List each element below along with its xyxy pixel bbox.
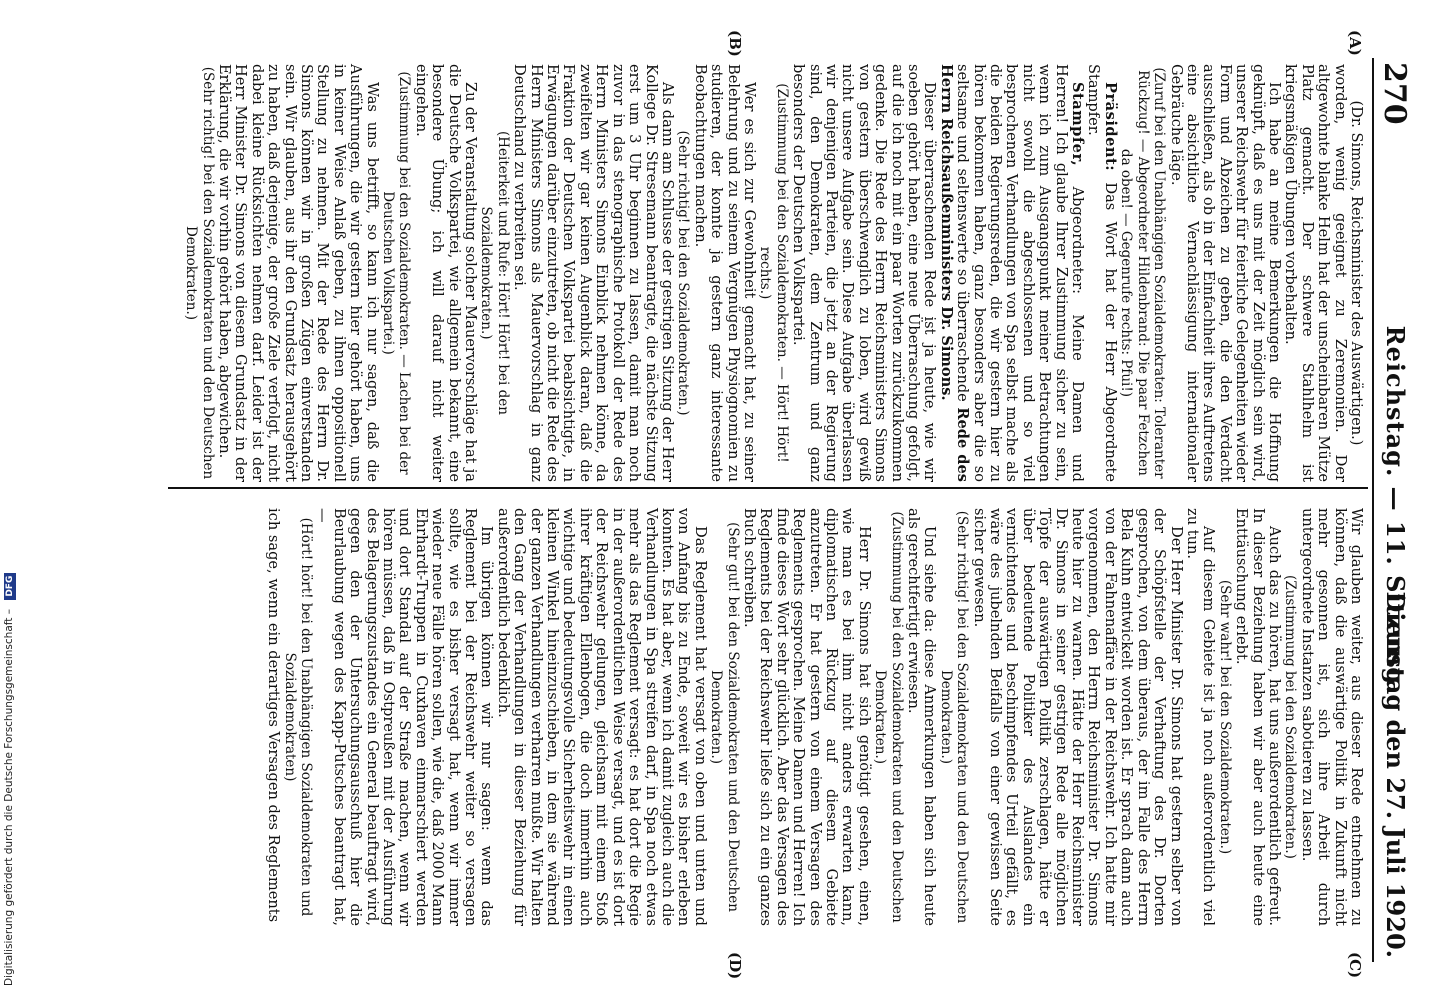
speech-text: Das Wort hat der Herr Abgeordnete Stampfer.	[1085, 64, 1119, 482]
paragraph: Was uns betrifft, so kann ich nur sagen, daß die Ausführungen, die wir gestern hier gehört haben, uns in keiner Weise Anlaß geben, zu ihnen oppositionell Stellung zu nehmen. Mit der Rede des Herrn Dr. Simons können wir in großen Zügen einverstanden sein. Wir glauben, aus ihr den Grundsatz herausgehört zu haben, daß derjenige, der große Ziele verfolgt, nicht dabei kleine Rücksichten nehmen darf. Leider ist der Herr Minister Dr. Simons von diesem Grundsatz in der Erklärung, die wir vorhin gehört haben, abgewichen.	[215, 64, 381, 482]
digitization-credit	[0, 0, 18, 1000]
paragraph-stampfer	[937, 64, 1085, 482]
page-header	[1372, 58, 1418, 962]
interjection: (Zustimmung bei den Sozialdemokraten und den Deutschen Demokraten.)	[872, 511, 905, 923]
speaker-continuation: (Dr. Simons, Reichsminister des Auswärtigen.)	[1348, 100, 1365, 446]
page-number: 270	[1377, 62, 1412, 125]
interjection: (Zuruf bei den Unabhängigen Sozialdemokraten: Toleranter Rückzug! — Abgeordneter Hildenbrand: Die paar Fetzchen da oben! — Gegenrufe rechts: Pfui!)	[1118, 67, 1168, 479]
margin-marker-c: (C)	[1346, 952, 1364, 979]
paragraph: worden, wenig geeignet zu Zeremonien. Der altgewohnte blanke Helm hat der unscheinbaren Mütze Platz gemacht. Der schwere Stahlhelm ist kriegsmäßigen Übungen vorbehalten.	[1282, 64, 1349, 482]
paragraph: Herr Dr. Simons hat sich genötigt gesehen, einen, wie man es bei ihm nicht anders erwarten kann, diplomatischen Rückzug auf diesem Gebiete anzutreten. Er hat gestern von einem Versagen des Reglements gesprochen. Meine Damen und Herren! Ich finde dieses Wort sehr glücklich. Aber das Versagen des Reglements bei der Reichswehr ließe sich zu ein ganzes Buch schreiben.	[740, 508, 873, 926]
paragraph-president	[1085, 64, 1118, 482]
interjection: (Zustimmung bei den Sozialdemokraten. — Hört! Hört! rechts.)	[757, 83, 790, 463]
paragraph: Im übrigen können wir nur sagen: wenn das Reglement bei der Reichswehr weiter so versagen sollte, wie es bisher versagt hat, wenn wir immer wieder neue Fälle hören sollen, wie die, daß 2000 Mann Ehrhardt-Truppen in Cuxhaven einmarschiert werden und dort Standal auf der Straße machen, wenn wir hören müssen, daß in Ostpreußen mit der Ausführung des Belagerungszustandes ein General beauftragt wird, gegen den der Untersuchungsausschuß hier die Beurlaubung wegen des Kapp-Putsches beantragt hat, —	[314, 508, 496, 926]
credit-text: Digitalisierung gefördert durch die Deutsche Forschungsgemeinschaft –	[3, 609, 15, 986]
interjection: (Zustimmung bei den Sozialdemokraten. — Lachen bei der Deutschen Volkspartei.)	[380, 71, 413, 475]
paragraph: Zu der Veranstaltung solcher Mauervorschläge hat ja die Deutsche Volkspartei, wie allgemein bekannt, eine besondere Übung; ich will darauf nicht weiter eingehen.	[412, 64, 480, 482]
paragraph: Als dann am Schlusse der gestrigen Sitzung der Herr Kollege Dr. Stresemann beantragte, die nächste Sitzung erst um 3 Uhr beginnen zu lassen, damit man noch zuvor in das stenographische Protokoll der Rede des Herrn Ministers Simons Einblick nehmen könne, da zweifelten wir gar keinen Augenblick daran, daß die Fraktion der Deutschen Volkspartei beabsichtigte, in Erwägungen darüber einzutreten, ob nicht die Rede des Herrn Ministers Simons als Mauervorschlag in ganz Deutschland zu verbreiten sei.	[511, 64, 676, 482]
margin-marker-b: (B)	[726, 30, 744, 57]
interjection: (Hört! hört! bei den Unabhängigen Sozialdemokraten und Sozialdemokraten)	[281, 517, 314, 917]
paragraph: Und siehe da: diese Anmerkungen haben sich heute als gerechtfertigt erwiesen.	[905, 508, 939, 926]
interjection: (Sehr richtig! bei den Sozialdemokraten.)	[675, 130, 692, 416]
interjection: (Sehr richtig! bei den Sozialdemokraten und den Deutschen Demokraten.)	[183, 66, 216, 480]
paragraph: Dieser überraschenden Rede ist ja heute, wie wir soeben gehört haben, eine neue Überraschung gefolgt, auf die ich noch mit ein paar Worten zurückzukommen gedenke. Die Rede des Herrn Reichsministers Simons von gestern überschwenglich zu loben, wird gewiß nicht unsere Aufgabe sein. Diese Aufgabe überlassen wir denjenigen Parteien, die jetzt an der Regierung sind, den Demokraten, dem Zentrum und ganz besonders der Deutschen Volkspartei.	[790, 64, 939, 482]
column-divider	[168, 487, 1368, 489]
interjection: (Sehr gut! bei den Sozialdemokraten und den Deutschen Demokraten.)	[708, 522, 741, 912]
paragraph: Der Herr Minister Dr. Simons hat gestern selber von der Schöpfstelle der Verhaftung des Dr. Dorten gesprochen, von dem überaus, der im Falle des Herrn Bela Kuhn entwickelt worden ist. Er sprach dann auch von der Fahnenaffäre in der Reichswehr. Ich hatte mir vorgenommen, den Herrn Reichsminister Dr. Simons heute hier zu warnen. Hätte der Herr Reichsminister Dr. Simons in seiner gestrigen Rede alle möglichen Töpfe der auswärtigen Politik zerschlagen, hätte er über bedeutende Politiker des Auslandes ein vernichtendes und beschimpfendes Urteil gefällt, es wäre des jubelnden Beifalls von einer gewissen Seite sicher gewesen.	[970, 508, 1185, 926]
interjection: (Heiterkeit und Rufe: Hört! Hört! bei den Sozialdemokraten.)	[478, 131, 511, 415]
paragraph: Ich habe an meine Bemerkungen die Hoffnung geknüpft, daß es uns mit der Zeit möglich sein wird, unserer Reichswehr für feierliche Gelegenheiten wieder Form und Abzeichen zu geben, die den Verdacht ausschließen, als ob in der Einfachheit ihres Auftretens eine absichtliche Vernachlässigung internationaler Gebräuche läge.	[1167, 64, 1283, 482]
interjection: (Sehr wahr! bei den Sozialdemokraten.)	[1216, 579, 1233, 855]
interjection: (Sehr richtig! bei den Sozialdemokraten und den Deutschen Demokraten.)	[937, 510, 971, 924]
speaker-name: Präsident:	[1101, 82, 1119, 172]
paragraph: Wir glauben weiter, aus dieser Rede entnehmen zu können, daß die auswärtige Politik in Zukunft nicht mehr gesonnen ist, sich ihre Arbeit durch untergeordnete Instanzen sabotieren zu lassen.	[1298, 508, 1365, 926]
running-head: Reichstag. — 11. Sitzung.	[1381, 325, 1410, 695]
dfg-logo: DFG	[4, 573, 16, 600]
paragraph: Auch das zu hören, hat uns außerordentlich gefreut. In dieser Beziehung haben wir aber auch heute eine Enttäuschung erlebt.	[1233, 508, 1283, 926]
paragraph: Auf diesem Gebiete ist ja noch außerordentlich viel zu tun.	[1183, 508, 1218, 926]
margin-marker-d: (D)	[726, 952, 744, 980]
emphasized-text: Rede des Herrn Reichsaußenministers Dr. Simons.	[937, 64, 972, 482]
left-column	[183, 64, 1364, 482]
credit-text-wrapper	[0, 0, 18, 1000]
speaker-name: Stampfer,	[1069, 82, 1087, 167]
right-column	[265, 508, 1364, 926]
interjection: (Zustimmung bei den Sozialdemokraten.)	[1282, 575, 1299, 859]
margin-marker-a: (A)	[1346, 30, 1364, 56]
session-date: Dienstag den 27. Juli 1920.	[1381, 591, 1410, 958]
paragraph: ich sage, wenn ein derartiges Versagen des Reglements	[265, 508, 283, 923]
paragraph: Wer es sich zur Gewohnheit gemacht hat, zu seiner Belehrung und zu seinem Vergnügen Physiognomien zu studieren, der konnte ja gestern ganz interessante Beobachtungen machen.	[691, 64, 758, 482]
paragraph: Das Reglement hat versagt von oben und unten und von Anfang bis zu Ende, soweit wir es bisher erleben konnten. Es hat aber, wenn ich damit zugleich auch die Verhandlungen in Spa streifen darf, in Spa noch etwas mehr als das Reglement versagt: es hat dort die Regie in der außerordentlichen Weise versagt, und es ist dort der Reichswehr gelungen, gleichsam mit einem Stoß ihrer kräftigen Ellenbogen, die doch immerhin auch wichtige und bedeutungsvolle Sicherheitswehr in einen kleinen Winkel hineinzuschieben, in dem sie während der ganzen Verhandlungen verharren mußte. Wir halten den Gang der Verhandlungen in dieser Beziehung für außerordentlich bedenklich.	[494, 508, 709, 926]
speech-text: Abgeordneter: Meine Damen und Herren! Ich glaube Ihrer Zustimmung sicher zu sein, wenn ich zum Ausgangspunkt meiner Betrachtungen nicht sowohl die abgeschlossenen und so viel besprochenen Verhandlungen von Spa selbst mache als die beiden Regierungsreden, die wir gestern hier zu hören bekommen haben, ganz besonders aber die so seltsame und seltenswerte so überraschende	[954, 64, 1087, 482]
